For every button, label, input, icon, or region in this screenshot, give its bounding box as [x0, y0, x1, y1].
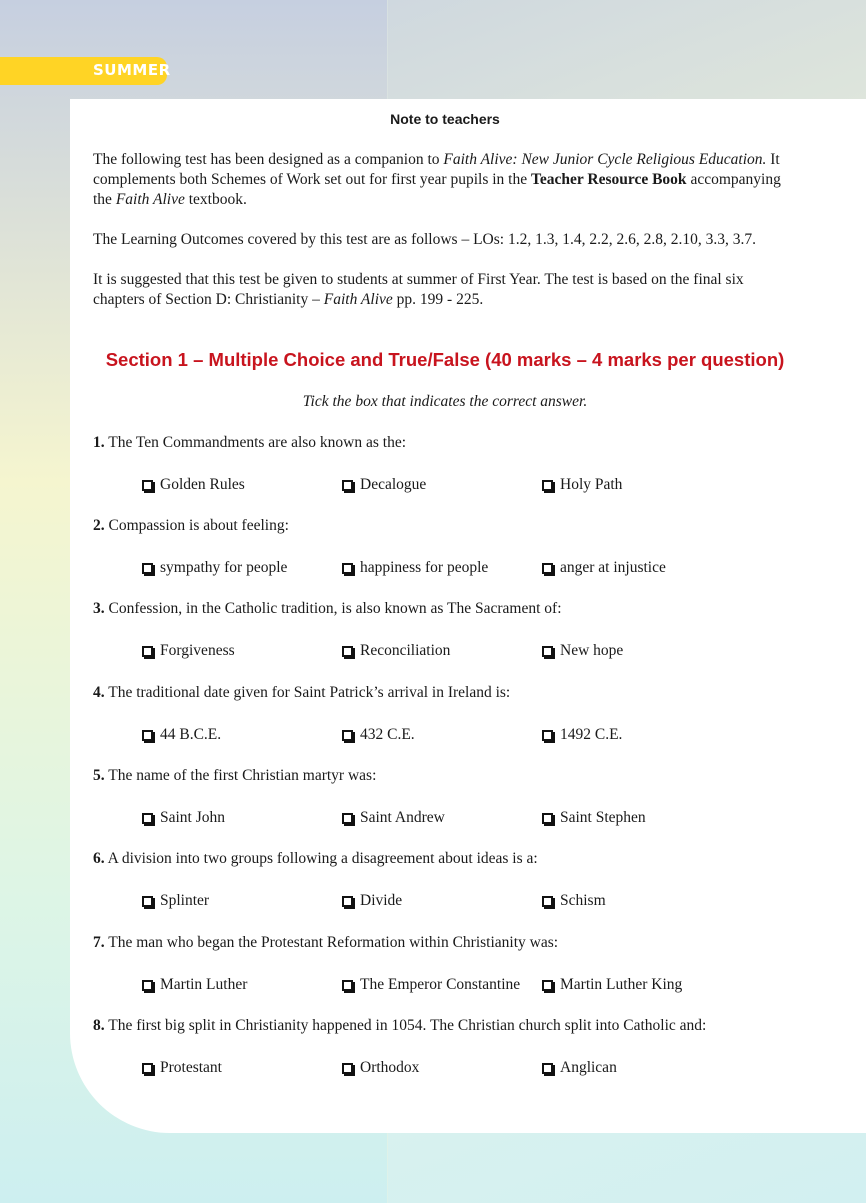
answer-option[interactable] — [142, 1059, 222, 1077]
answer-option-label: happiness for people — [360, 559, 489, 576]
answer-option-label: Protestant — [160, 1059, 222, 1076]
question-number: 8. — [93, 1017, 105, 1034]
question-2 — [93, 516, 813, 536]
answer-option[interactable] — [142, 476, 245, 494]
note-text: pp. 199 - 225. — [392, 291, 484, 308]
question-text: The man who began the Protestant Reformation within Christianity was: — [104, 934, 559, 951]
question-4 — [93, 683, 813, 703]
answer-option[interactable] — [142, 809, 225, 827]
checkbox[interactable] — [142, 813, 153, 824]
answer-option[interactable] — [542, 892, 606, 910]
answer-options — [142, 476, 782, 496]
answer-option-label: Martin Luther — [160, 976, 248, 993]
resource-book-title: Teacher Resource Book — [530, 171, 687, 188]
answer-option[interactable] — [342, 559, 488, 577]
answer-options — [142, 809, 782, 829]
answer-option[interactable] — [542, 809, 646, 827]
answer-option-label: Decalogue — [360, 476, 427, 493]
answer-option-label: 432 C.E. — [360, 726, 415, 743]
checkbox[interactable] — [542, 646, 553, 657]
season-tab-label: SUMMER — [93, 61, 171, 79]
answer-options — [142, 1059, 782, 1079]
checkbox[interactable] — [142, 563, 153, 574]
answer-option[interactable] — [142, 559, 287, 577]
answer-option[interactable] — [342, 476, 426, 494]
answer-options — [142, 642, 782, 662]
checkbox[interactable] — [342, 980, 353, 991]
book-title: Faith Alive — [115, 191, 185, 208]
answer-option[interactable] — [342, 976, 520, 994]
note-paragraph-1 — [93, 150, 793, 210]
question-text: The first big split in Christianity happened in 1054. The Christian church split into Catholic and: — [104, 1017, 707, 1034]
answer-option-label: Saint John — [160, 809, 226, 826]
answer-option[interactable] — [542, 976, 682, 994]
checkbox[interactable] — [542, 480, 553, 491]
section-instruction: Tick the box that indicates the correct answer. — [302, 393, 588, 410]
answer-option-label: Reconciliation — [360, 642, 451, 659]
checkbox[interactable] — [542, 980, 553, 991]
answer-options — [142, 726, 782, 746]
question-3 — [93, 599, 813, 619]
question-text: A division into two groups following a disagreement about ideas is a: — [104, 850, 538, 867]
answer-option-label: Saint Stephen — [560, 809, 646, 826]
answer-option[interactable] — [542, 642, 623, 660]
question-number: 3. — [93, 600, 105, 617]
answer-option[interactable] — [342, 809, 445, 827]
answer-option-label: Splinter — [160, 892, 210, 909]
note-text: The following test has been designed as a companion to — [93, 151, 444, 168]
answer-option[interactable] — [542, 1059, 617, 1077]
question-text: Confession, in the Catholic tradition, is also known as The Sacrament of: — [104, 600, 562, 617]
book-title: Faith Alive — [323, 291, 393, 308]
answer-option-label: anger at injustice — [560, 559, 666, 576]
checkbox[interactable] — [342, 1063, 353, 1074]
question-8 — [93, 1016, 813, 1036]
checkbox[interactable] — [542, 1063, 553, 1074]
question-6 — [93, 849, 813, 869]
worksheet-page — [70, 99, 866, 1133]
checkbox[interactable] — [542, 563, 553, 574]
season-tab — [0, 57, 171, 85]
answer-option[interactable] — [342, 1059, 419, 1077]
question-text: The Ten Commandments are also known as the: — [104, 434, 407, 451]
question-text: The name of the first Christian martyr was: — [104, 767, 377, 784]
note-title: Note to teachers — [390, 111, 500, 127]
answer-options — [142, 559, 782, 579]
checkbox[interactable] — [342, 730, 353, 741]
answer-option[interactable] — [542, 726, 622, 744]
checkbox[interactable] — [142, 730, 153, 741]
answer-option[interactable] — [542, 476, 622, 494]
note-text: It complements both Schemes of Work set out for first year pupils in the — [93, 151, 780, 188]
section-title: Section 1 – Multiple Choice and True/False (40 marks – 4 marks per question) — [105, 349, 785, 370]
answer-option-label: New hope — [560, 642, 624, 659]
answer-option-label: 1492 C.E. — [560, 726, 623, 743]
answer-option[interactable] — [142, 726, 221, 744]
answer-options — [142, 892, 782, 912]
checkbox[interactable] — [142, 1063, 153, 1074]
checkbox[interactable] — [542, 813, 553, 824]
note-paragraph-3 — [93, 270, 793, 310]
book-title: Faith Alive: New Junior Cycle Religious Education. — [443, 151, 767, 168]
answer-option-label: Anglican — [560, 1059, 617, 1076]
answer-option-label: Golden Rules — [160, 476, 245, 493]
checkbox[interactable] — [342, 563, 353, 574]
question-number: 5. — [93, 767, 105, 784]
question-1 — [93, 433, 813, 453]
question-number: 2. — [93, 517, 105, 534]
answer-option-label: Divide — [360, 892, 403, 909]
answer-option-label: 44 B.C.E. — [160, 726, 222, 743]
answer-option[interactable] — [142, 642, 235, 660]
question-text: The traditional date given for Saint Patrick’s arrival in Ireland is: — [104, 684, 511, 701]
checkbox[interactable] — [542, 896, 553, 907]
answer-option-label: The Emperor Constantine — [360, 976, 521, 993]
answer-option-label: Martin Luther King — [560, 976, 683, 993]
note-text: textbook. — [184, 191, 247, 208]
answer-option-label: Forgiveness — [160, 642, 235, 659]
question-number: 7. — [93, 934, 105, 951]
question-5 — [93, 766, 813, 786]
question-number: 1. — [93, 434, 105, 451]
question-number: 4. — [93, 684, 105, 701]
answer-option-label: Holy Path — [560, 476, 623, 493]
checkbox[interactable] — [142, 896, 153, 907]
answer-option[interactable] — [142, 976, 247, 994]
checkbox[interactable] — [142, 646, 153, 657]
answer-option-label: sympathy for people — [160, 559, 288, 576]
answer-option[interactable] — [342, 726, 415, 744]
answer-option-label: Schism — [560, 892, 606, 909]
answer-option[interactable] — [342, 642, 450, 660]
note-text: It is suggested that this test be given to students at summer of First Year. The test is based on the final six chapters of Section D: Christianity – — [93, 271, 744, 308]
checkbox[interactable] — [142, 980, 153, 991]
checkbox[interactable] — [142, 480, 153, 491]
answer-option[interactable] — [342, 892, 402, 910]
answer-option-label: Orthodox — [360, 1059, 420, 1076]
checkbox[interactable] — [342, 813, 353, 824]
answer-option[interactable] — [142, 892, 209, 910]
question-text: Compassion is about feeling: — [104, 517, 289, 534]
checkbox[interactable] — [342, 646, 353, 657]
question-number: 6. — [93, 850, 105, 867]
checkbox[interactable] — [342, 480, 353, 491]
note-paragraph-2: The Learning Outcomes covered by this test are as follows – LOs: 1.2, 1.3, 1.4, 2.2, 2.6, 2.8, 2.10, 3.3, 3.7. — [93, 231, 756, 248]
checkbox[interactable] — [542, 730, 553, 741]
answer-option-label: Saint Andrew — [360, 809, 445, 826]
question-7 — [93, 933, 813, 953]
note-text: accompanying the — [93, 171, 781, 208]
answer-option[interactable] — [542, 559, 666, 577]
checkbox[interactable] — [342, 896, 353, 907]
answer-options — [142, 976, 782, 996]
